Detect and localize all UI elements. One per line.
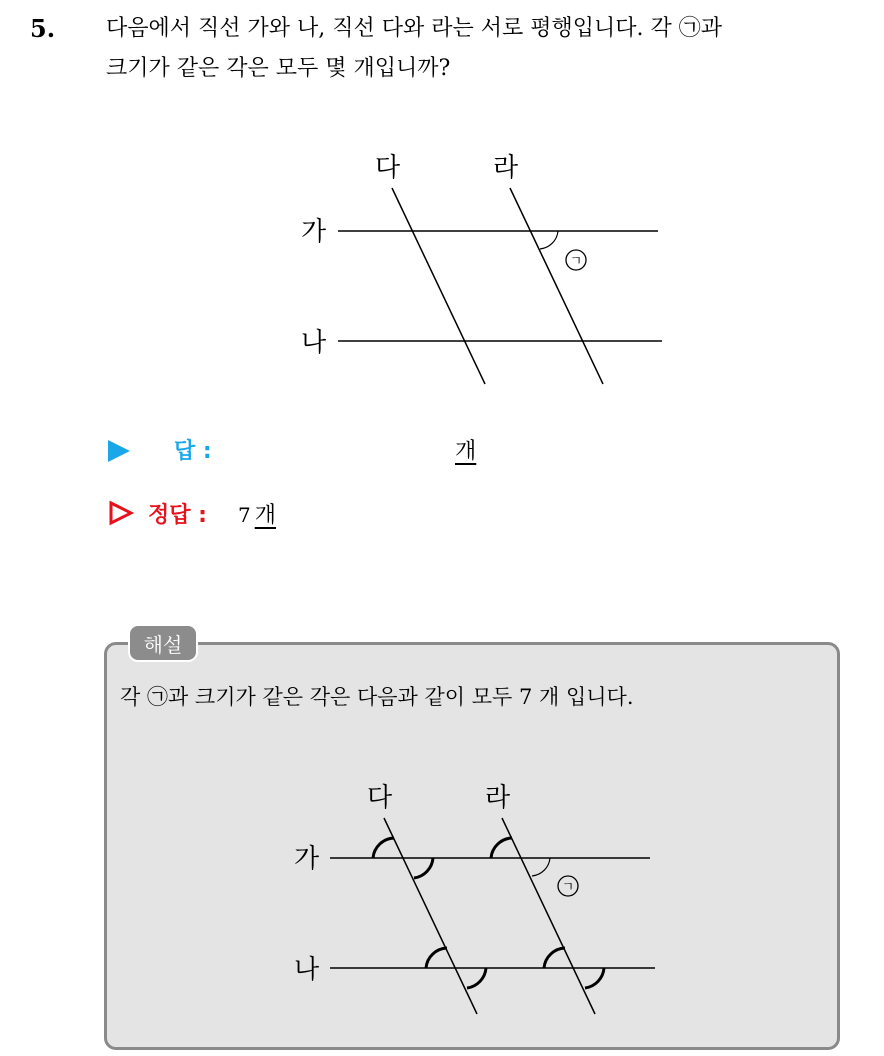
exp-line-ra	[502, 818, 595, 1014]
problem-number: 5.	[30, 14, 56, 43]
exp-label-ra: 라	[485, 783, 511, 813]
exp-angle-arc	[491, 838, 512, 858]
exp-angle-arc	[426, 948, 447, 968]
exp-angle-mark-text: ㄱ	[561, 880, 575, 895]
question-text-line-2: 크기가 같은 각은 모두 몇 개입니까?	[106, 56, 451, 81]
exp-label-da: 다	[367, 783, 393, 813]
exp-label-na: 나	[294, 955, 320, 985]
label-ra: 라	[493, 153, 519, 183]
exp-angle-arc	[414, 858, 433, 878]
question-text-line-1: 다음에서 직선 가와 나, 직선 다와 라는 서로 평행입니다. 각 ㉠과	[106, 16, 722, 41]
correct-label: 정답 :	[148, 503, 207, 528]
exp-angle-original-arc	[532, 858, 550, 876]
label-ga: 가	[301, 217, 327, 247]
explanation-text: 각 ㉠과 크기가 같은 각은 다음과 같이 모두 7 개 입니다.	[120, 685, 634, 709]
label-na: 나	[301, 328, 327, 358]
label-da: 다	[375, 153, 401, 183]
exp-angle-arc	[585, 968, 604, 988]
exp-angle-arc	[467, 968, 486, 988]
answer-label: 답 :	[174, 439, 212, 464]
correct-unit: 개	[254, 503, 276, 528]
angle-mark-text: ㄱ	[569, 254, 583, 269]
exp-angle-arc	[544, 948, 565, 968]
correct-number: 7	[238, 503, 251, 527]
exp-line-da	[384, 818, 477, 1014]
exp-angle-arc	[373, 838, 394, 858]
answer-unit: 개	[455, 439, 477, 464]
exp-label-ga: 가	[294, 844, 320, 874]
explanation-tab: 해설	[128, 624, 198, 662]
